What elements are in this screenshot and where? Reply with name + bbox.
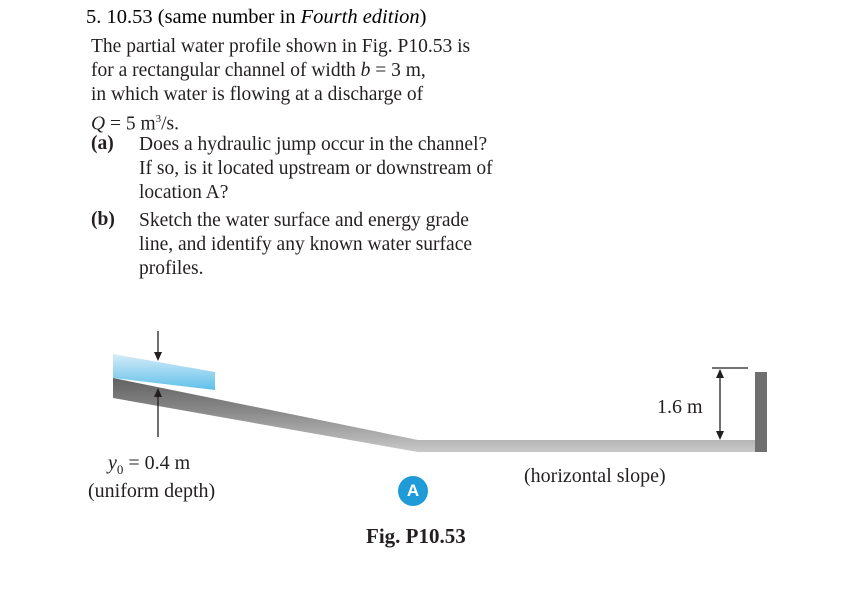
statement-line: Q = 5 $m^3/s$. [91,113,180,135]
problem-number: 5. [86,6,102,28]
depth-note: (uniform depth) [88,480,216,502]
slope-note: (horizontal slope) [524,465,666,487]
dimension-arrowhead-down [716,431,724,440]
part-b-text: Sketch the water surface and energy grade line, and identify any known water surface profiles. [139,210,473,279]
part-b-label: (b) [91,209,115,230]
part-a-label: (a) [91,133,114,154]
step-face [755,372,767,452]
dimension-arrowhead-up [716,369,724,378]
edition-note: (same number in Fourth edition) [157,6,427,28]
statement-line: for a rectangular channel of width b = 3 m, [91,60,426,81]
statement-line: in which water is flowing at a discharge of [91,84,424,105]
step-height-label: 1.6 m [657,396,703,418]
depth-label: $y_0 = 0.4$ m [108,452,191,477]
section-number: 10.53 [106,6,153,28]
figure-caption: Fig. P10.53 [366,524,466,548]
part-a-text: Does a hydraulic jump occur in the channel? If so, is it located upstream or downstream of location A? [139,134,493,203]
depth-arrowhead-top [154,352,162,361]
statement-line: The partial water profile shown in Fig. P10.53 is [91,36,471,57]
location-a-marker: A [398,476,428,506]
